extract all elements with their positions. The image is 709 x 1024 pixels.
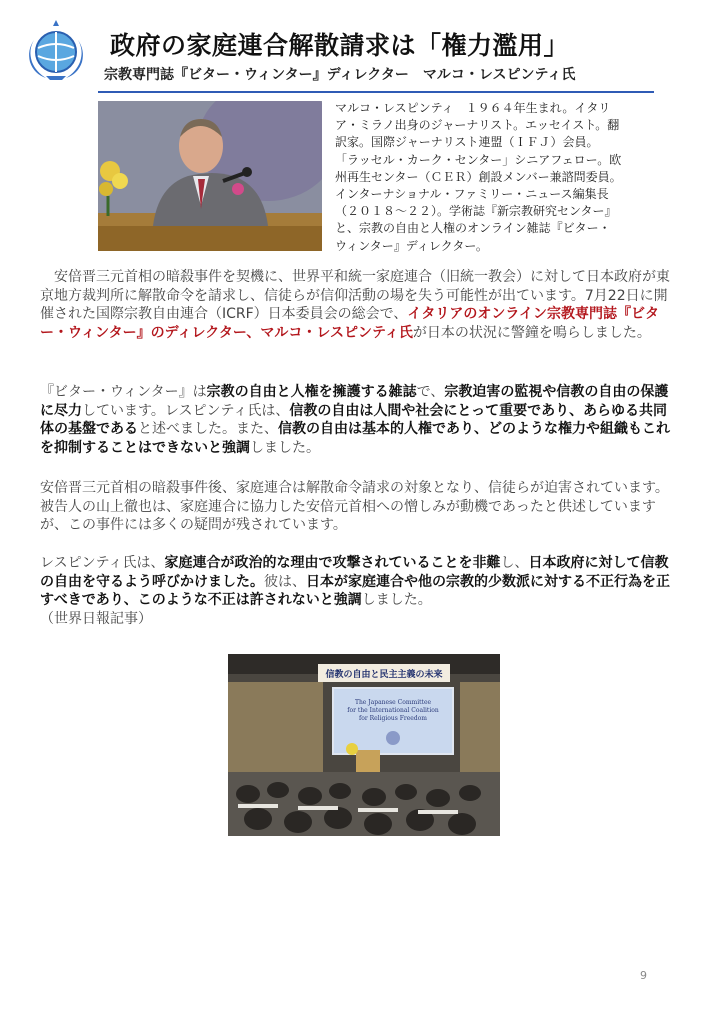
speaker-bio: [335, 100, 671, 255]
p2-text: で、: [416, 384, 445, 400]
header-divider: [98, 91, 654, 93]
p4-text: 彼は、: [264, 573, 306, 590]
article-paragraph-2: [40, 383, 674, 457]
speaker-photo: [98, 101, 322, 251]
page-title: 政府の家庭連合解散請求は「権力濫用」: [110, 31, 570, 60]
bio-line: 訳家。国際ジャーナリスト連盟（ＩＦＪ）会員。: [335, 135, 599, 150]
p2-bold: 宗教迫害の監視や信教の自由の保護に尽力: [40, 384, 669, 419]
article-paragraph-4: [40, 554, 674, 610]
p4-bold: 家庭連合が政治的な理由で攻撃されていることを非難: [164, 555, 501, 571]
p2-text: と述べました。また、: [138, 421, 278, 437]
bio-line: ア・ミラノ出身のジャーナリスト。エッセイスト。翻: [335, 118, 620, 133]
speaker-photo-illustration: [98, 101, 322, 251]
p2-text: しています。レスピンティ氏は、: [82, 402, 290, 419]
p2-bold: 信教の自由は基本的人権であり、どのような権力や組織もこれを抑制することはできないと強調: [40, 421, 670, 456]
p2-text: 『ビター・ウィンター』は: [40, 384, 207, 400]
bio-line: インターナショナル・ファミリー・ニュース編集長: [335, 187, 609, 202]
p4-bold: 日本政府に対して信教の自由を守るよう呼びかけました。: [40, 555, 669, 590]
bio-line: マルコ・レスピンティ １９６４年生まれ。イタリ: [335, 101, 611, 115]
article-paragraph-1: [40, 268, 674, 342]
p2-text: しました。: [250, 439, 320, 456]
bio-line: と、宗教の自由と人権のオンライン雑誌『ビター・: [335, 221, 611, 236]
conference-photo-illustration: [228, 654, 500, 836]
article-paragraph-3: 安倍晋三元首相の暗殺事件後、家庭連合は解散命令請求の対象となり、信徒らが迫害されています。被告人の山上徹也は、家庭連合に協力した安倍元首相への憎しみが動機であったと供述していますが、この事件には多くの疑問が残されています。: [40, 480, 669, 533]
banner-text: 信教の自由と民主主義の未来: [325, 670, 443, 680]
screen-text-2: for the International Coalition: [347, 707, 439, 714]
p4-text: し、: [500, 555, 529, 571]
p1-text-end: が日本の状況に警鐘を鳴らしました。: [412, 324, 651, 341]
page-number: 9: [640, 969, 647, 982]
bio-line: ウィンター』ディレクター。: [335, 238, 488, 253]
p1-highlight: イタリアのオンライン宗教専門誌『ビター・ウィンター』のディレクター、マルコ・レスピンティ氏: [40, 306, 659, 341]
bio-line: 「ラッセル・カーク・センター」シニアフェロー。欧: [335, 152, 622, 167]
p1-text: 安倍晋三元首相の暗殺事件を契機に、世界平和統一家庭連合（旧統一教会）に対して日本政府が東京地方裁判所に解散命令を請求し、信徒らが信仰活動の場を失う可能性が出ています。7月22日に開催された国際宗教自由連合（ICRF）日本委員会の総会で、: [40, 269, 670, 322]
bio-line: （２０１８～２２）。学術誌『新宗教研究センター』: [335, 204, 617, 219]
organization-logo: [24, 18, 88, 82]
screen-text-3: for Religious Freedom: [358, 715, 428, 722]
p4-text: しました。: [361, 592, 432, 608]
p4-bold: 日本が家庭連合や他の宗教的少数派に対する不正行為を正すべきであり、このような不正は許されないと強調: [40, 573, 670, 608]
bio-line: 州再生センター（ＣＥＲ）創設メンバー兼諮問委員。: [335, 169, 622, 184]
p4-text: レスピンティ氏は、: [40, 555, 165, 571]
screen-text-1: The Japanese Committee: [354, 699, 432, 706]
article-source: （世界日報記事）: [40, 611, 152, 627]
conference-photo: [228, 654, 500, 836]
p2-bold: 信教の自由は人間や社会にとって重要であり、あらゆる共同体の基盤である: [40, 402, 668, 437]
page-subtitle: 宗教専門誌『ビター・ウィンター』ディレクター マルコ・レスピンティ氏: [104, 67, 576, 83]
p2-bold: 宗教の自由と人権を擁護する雑誌: [206, 384, 417, 400]
